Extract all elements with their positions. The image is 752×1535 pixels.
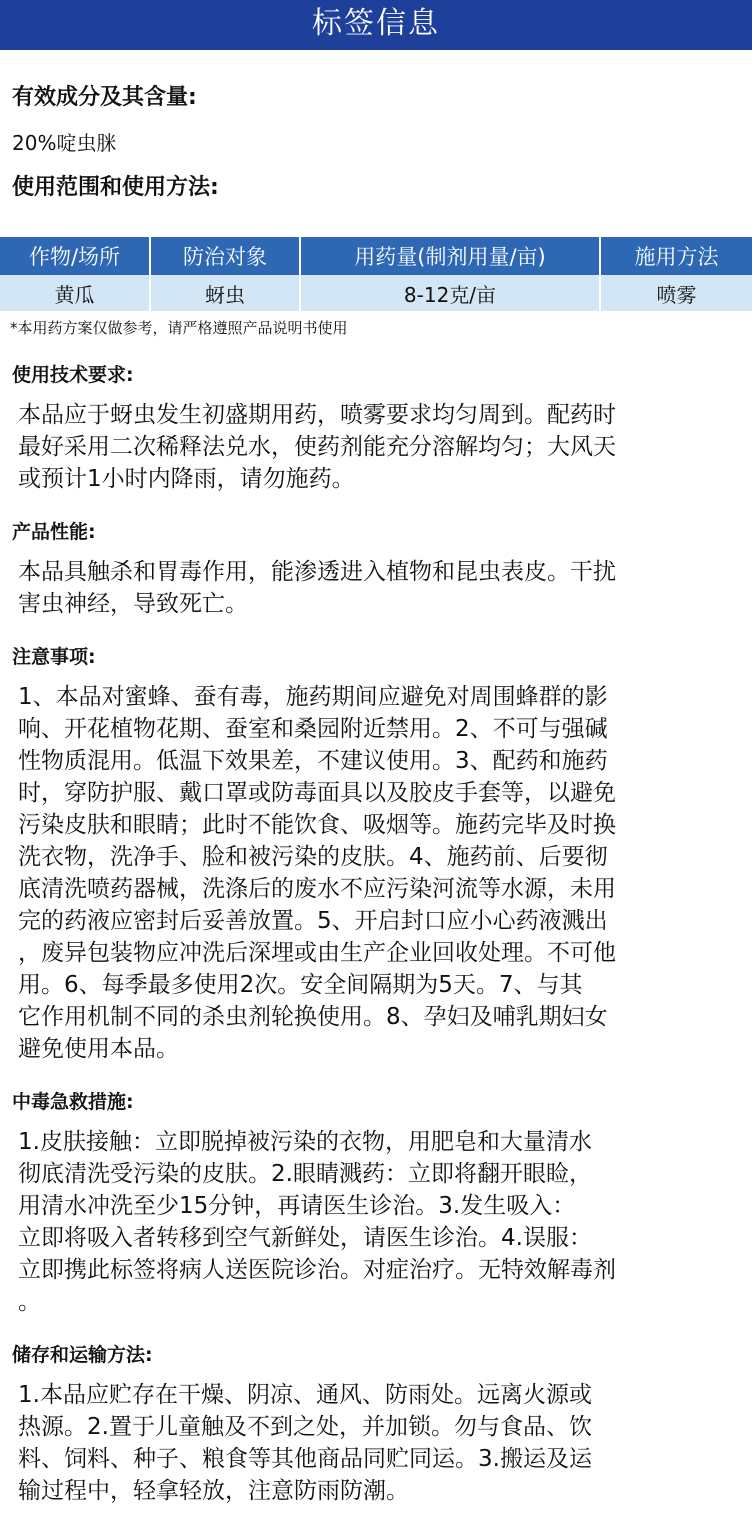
section-body: 1.皮肤接触：立即脱掉被污染的衣物，用肥皂和大量清水 彻底清洗受污染的皮肤。2.眼睛溅药：立即将翻开眼睑， 用清水冲洗至少15分钟，再请医生诊治。3.发生吸入： 立即将吸入者转移到空气新鲜处，请医生诊治。4.误服： 立即携此标签将病人送医院诊治。对症治疗。无特效解毒剂 。 [18, 1129, 616, 1315]
table-cell: 黄瓜 [0, 275, 150, 311]
table-cell: 蚜虫 [150, 275, 300, 311]
section-performance [0, 517, 752, 620]
page-title: 标签信息 [312, 6, 440, 41]
column-header: 施用方法 [600, 237, 752, 275]
page-header [0, 0, 752, 50]
usage-label: 使用范围和使用方法: [12, 175, 219, 200]
section-body: 本品应于蚜虫发生初盛期用药，喷雾要求均匀周到。配药时 最好采用二次稀释法兑水，使药剂能充分溶解均匀；大风天 或预计1小时内降雨，请勿施药。 [18, 402, 616, 492]
table-cell: 喷雾 [600, 275, 752, 311]
section-body: 1、本品对蜜蜂、蚕有毒，施药期间应避免对周围蜂群的影 响、开花植物花期、蚕室和桑园附近禁用。2、不可与强碱 性物质混用。低温下效果差，不建议使用。3、配药和施药 时，穿防护服、戴口罩或防毒面具以及胶皮手套等，以避免 污染皮肤和眼睛；此时不能饮食、吸烟等。施药完毕及时换 洗衣物，洗净手、脸和被污染的皮肤。4、施药前、后要彻 底清洗喷药器械，洗涤后的废水不应污染河流等水源，未用 完的药液应密封后妥善放置。5、开启封口应小心药液溅出 ，废异包装物应冲洗后深埋或由生产企业回收处理。不可他 用。6、每季最多使用2次。安全间隔期为5天。7、与其 它作用机制不同的杀虫剂轮换使用。8、孕妇及哺乳期妇女 避免使用本品。 [18, 684, 616, 1062]
ingredient-value: 20%啶虫脒 [12, 131, 117, 155]
section-storage [0, 1340, 752, 1507]
section-title: 使用技术要求: [12, 364, 134, 386]
usage-note: *本用药方案仅做参考，请严格遵照产品说明书使用 [10, 319, 348, 337]
section-title: 产品性能: [12, 521, 96, 543]
column-header: 用药量(制剂用量/亩) [300, 237, 600, 275]
section-body: 本品具触杀和胃毒作用，能渗透进入植物和昆虫表皮。干扰 害虫神经，导致死亡。 [18, 559, 616, 617]
section-title: 储存和运输方法: [12, 1344, 153, 1366]
ingredient-label: 有效成分及其含量: [12, 85, 197, 110]
column-header: 作物/场所 [0, 237, 150, 275]
section-tech-requirements [0, 360, 752, 495]
table-row [0, 275, 752, 311]
section-title: 注意事项: [12, 646, 96, 668]
section-precautions [0, 642, 752, 1065]
section-title: 中毒急救措施: [12, 1091, 134, 1113]
section-first-aid [0, 1087, 752, 1318]
table-cell: 8-12克/亩 [300, 275, 600, 311]
usage-table-header [0, 237, 752, 275]
column-header: 防治对象 [150, 237, 300, 275]
section-body: 1.本品应贮存在干燥、阴凉、通风、防雨处。远离火源或 热源。2.置于儿童触及不到之处，并加锁。勿与食品、饮 料、饲料、种子、粮食等其他商品同贮同运。3.搬运及运 输过程中，轻拿轻放，注意防雨防潮。 [18, 1382, 592, 1504]
usage-table [0, 237, 752, 311]
